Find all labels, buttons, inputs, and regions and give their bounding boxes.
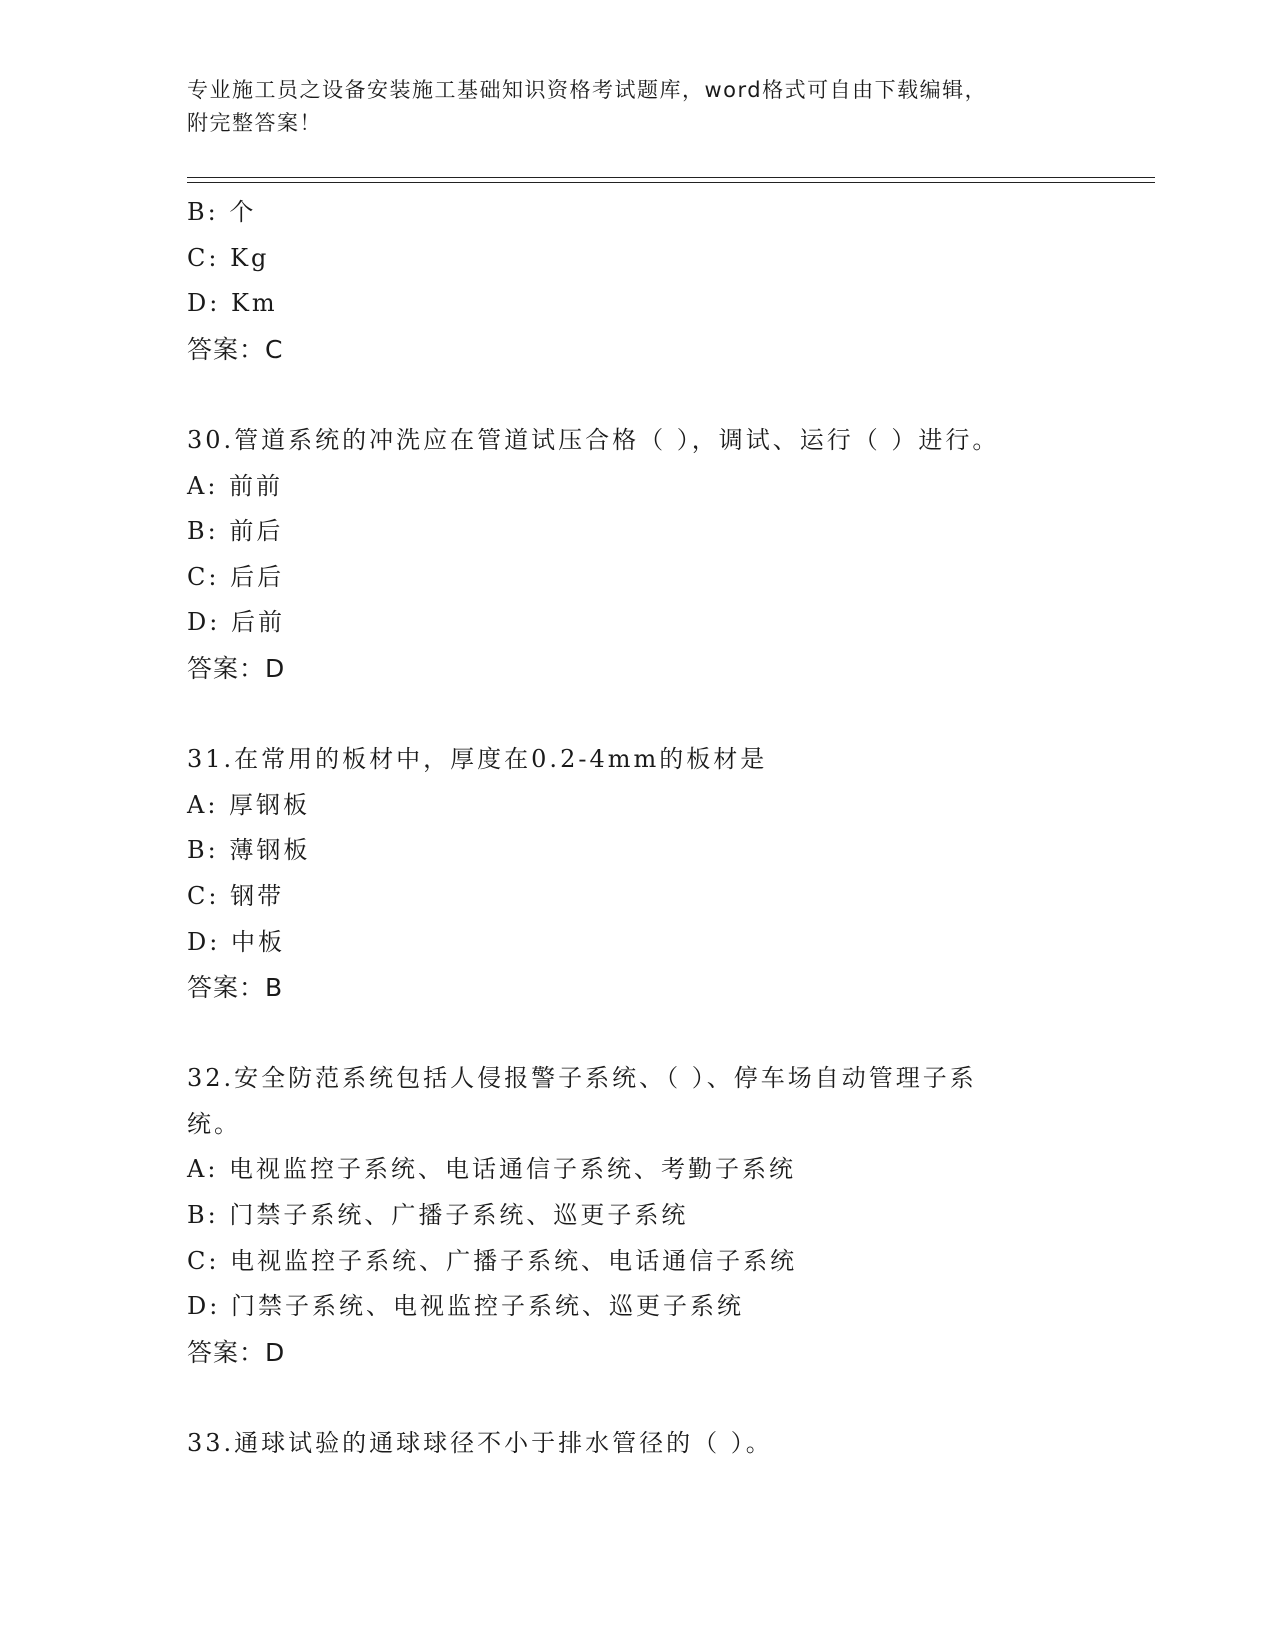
question-stem: 31.在常用的板材中，厚度在0.2-4mm的板材是: [187, 745, 768, 774]
answer: 答案：D: [187, 1337, 286, 1367]
question-31: [187, 737, 1087, 1011]
spacer: [187, 692, 1087, 738]
option-a: A: 电视监控子系统、电话通信子系统、考勤子系统: [187, 1155, 797, 1184]
question-stem-line-2: 统。: [187, 1109, 241, 1138]
option-c: C: 电视监控子系统、广播子系统、电话通信子系统: [187, 1246, 798, 1275]
option-d: D: 后前: [187, 608, 285, 637]
option-a: A: 前前: [187, 471, 284, 500]
option-c: C: 钢带: [187, 881, 285, 910]
option-c: C: 后后: [187, 562, 285, 591]
option-d: D: 门禁子系统、电视监控子系统、巡更子系统: [187, 1292, 744, 1321]
spacer: [187, 1011, 1087, 1057]
answer: 答案：D: [187, 653, 286, 683]
question-32: [187, 1056, 1087, 1375]
question-stem: 30.管道系统的冲洗应在管道试压合格（ ），调试、运行（ ）进行。: [187, 425, 1000, 454]
spacer: [187, 372, 1087, 418]
question-stem: 33.通球试验的通球球径不小于排水管径的（ ）。: [187, 1429, 773, 1458]
header-line-1: 专业施工员之设备安装施工基础知识资格考试题库，word格式可自由下载编辑，: [187, 78, 988, 102]
document-header: [187, 74, 1087, 140]
option-d: D: 中板: [187, 927, 285, 956]
header-line-2: 附完整答案！: [187, 111, 322, 135]
option-b: B: 前后: [187, 517, 284, 546]
question-30: [187, 418, 1087, 692]
option-a: A: 厚钢板: [187, 790, 311, 819]
answer: 答案：B: [187, 973, 284, 1003]
question-33: [187, 1421, 1087, 1467]
answer: 答案：C: [187, 334, 284, 364]
question-29-continued: [187, 190, 1087, 372]
question-list: [187, 190, 1087, 1467]
header-rule-bottom: [187, 182, 1155, 183]
option-b: B: 门禁子系统、广播子系统、巡更子系统: [187, 1201, 689, 1230]
spacer: [187, 1375, 1087, 1421]
option-b: B: 个: [187, 198, 257, 226]
header-rule-top: [187, 177, 1155, 178]
question-stem-line-1: 32.安全防范系统包括人侵报警子系统、（ ）、停车场自动管理子系: [187, 1064, 977, 1093]
option-d: D: Km: [187, 289, 278, 318]
option-c: C: Kg: [187, 243, 270, 272]
option-b: B: 薄钢板: [187, 836, 311, 865]
